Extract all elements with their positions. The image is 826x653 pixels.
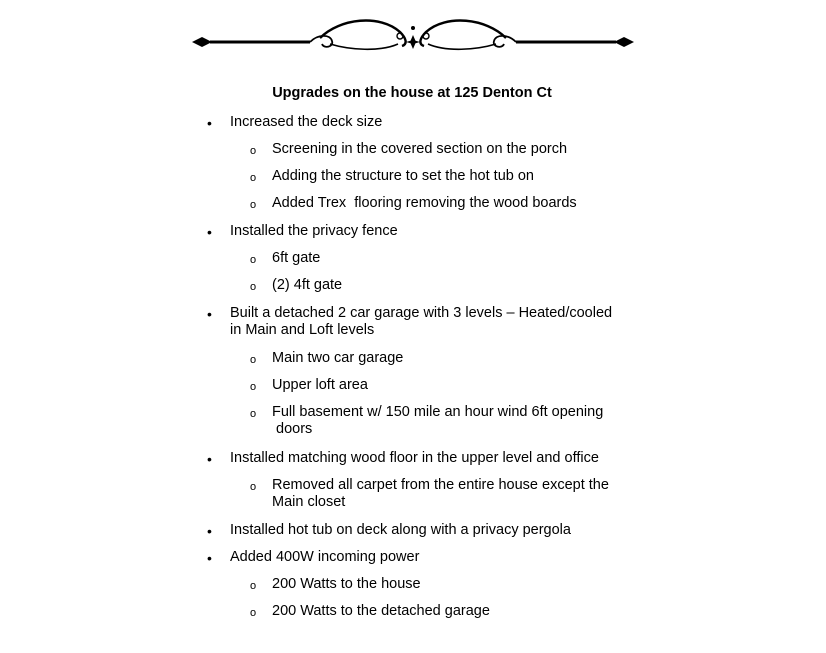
circle-bullet-icon: o: [250, 354, 257, 366]
list-item-text-continued: Main closet: [272, 494, 346, 510]
circle-bullet-icon: o: [250, 281, 257, 293]
list-item-text: Installed hot tub on deck along with a privacy pergola: [230, 522, 571, 538]
list-item-text: Removed all carpet from the entire house except the: [272, 477, 609, 493]
sub-list-item: [250, 477, 609, 511]
bullet-icon: •: [207, 224, 212, 240]
list-item-text: Adding the structure to set the hot tub on: [272, 168, 534, 184]
list-item-text: Built a detached 2 car garage with 3 levels – Heated/cooled: [230, 305, 613, 321]
sub-list-item: [250, 576, 421, 593]
sub-list-item: [250, 404, 604, 438]
sub-list-item: [250, 277, 343, 294]
circle-bullet-icon: o: [250, 481, 257, 493]
list-item-text: Installed matching wood floor in the upper level and office: [230, 450, 599, 466]
circle-bullet-icon: o: [250, 580, 257, 592]
list-item-text: Added Trex flooring removing the wood boards: [272, 195, 577, 211]
list-item: [207, 522, 571, 539]
bullet-icon: •: [207, 306, 212, 322]
sub-list-item: [250, 250, 321, 267]
list-item: [207, 305, 613, 339]
list-item: [207, 114, 383, 131]
list-item-text: Full basement w/ 150 mile an hour wind 6ft opening: [272, 404, 604, 420]
list-item-text: Main two car garage: [272, 350, 404, 366]
sub-list-item: [250, 141, 568, 158]
list-item-text: Added 400W incoming power: [230, 549, 420, 565]
circle-bullet-icon: o: [250, 381, 257, 393]
sub-list-item: [250, 603, 490, 620]
bullet-icon: •: [207, 115, 212, 131]
circle-bullet-icon: o: [250, 145, 257, 157]
sub-list-item: [250, 377, 368, 394]
circle-bullet-icon: o: [250, 254, 257, 266]
list-item-text: 200 Watts to the detached garage: [272, 603, 490, 619]
circle-bullet-icon: o: [250, 607, 257, 619]
list-item: [207, 549, 420, 566]
list-item-text: Screening in the covered section on the porch: [272, 141, 568, 157]
sub-list-item: [250, 350, 404, 367]
circle-bullet-icon: o: [250, 199, 257, 211]
list-item-text: Installed the privacy fence: [230, 223, 398, 239]
sub-list-item: [250, 168, 534, 185]
list-item: [207, 223, 398, 240]
list-item-text: 200 Watts to the house: [272, 576, 421, 592]
list-item-text: Increased the deck size: [230, 114, 383, 130]
bullet-icon: •: [207, 550, 212, 566]
document-title-text: Upgrades on the house at 125 Denton Ct: [272, 85, 552, 101]
circle-bullet-icon: o: [250, 408, 257, 420]
sub-list-item: [250, 195, 577, 212]
bullet-icon: •: [207, 451, 212, 467]
bullet-icon: •: [207, 523, 212, 539]
circle-bullet-icon: o: [250, 172, 257, 184]
list-item-text: (2) 4ft gate: [272, 277, 343, 293]
list-item-text: Upper loft area: [272, 377, 368, 393]
list-item-text-continued: doors: [276, 421, 313, 437]
list-item-text: 6ft gate: [272, 250, 321, 266]
list-item: [207, 450, 599, 467]
list-item-text-continued: in Main and Loft levels: [230, 322, 375, 338]
